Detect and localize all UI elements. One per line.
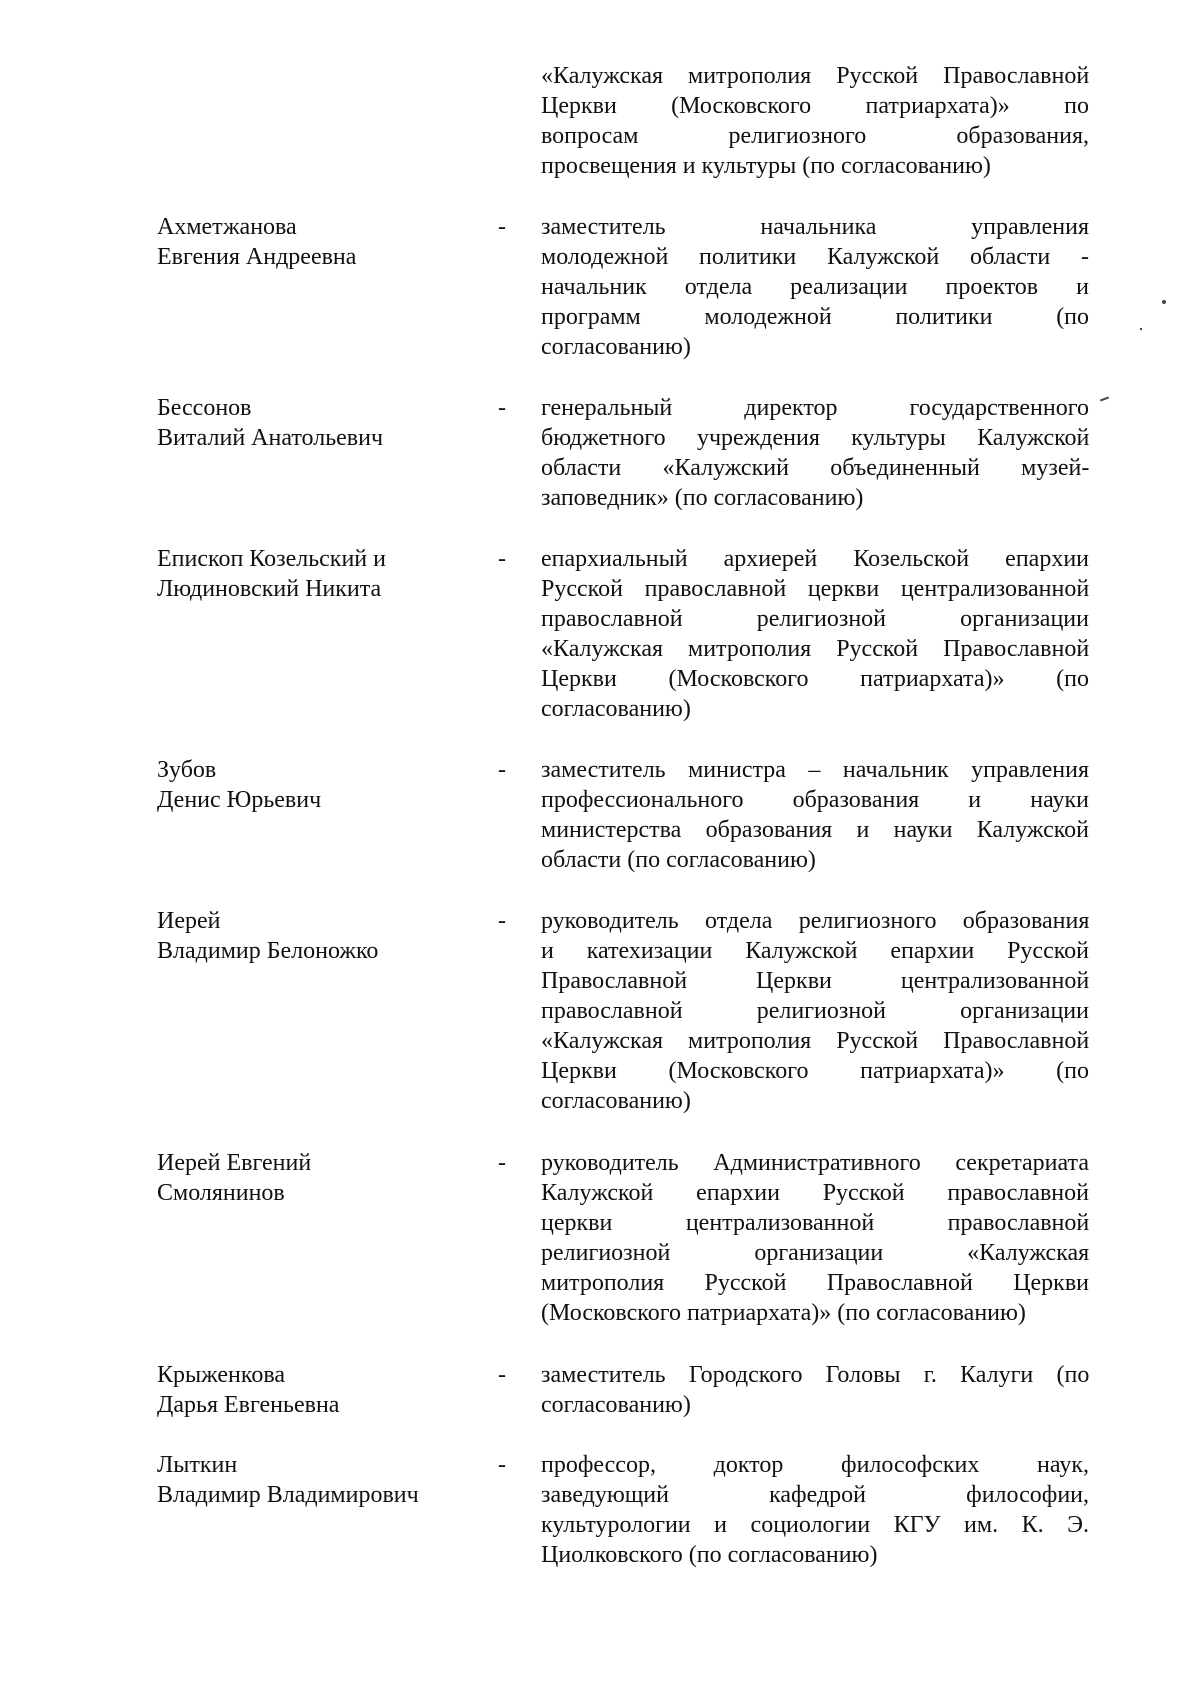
desc-line: руководитель Административного секретариата [541,1150,1089,1176]
desc-line: заповедник» (по согласованию) [541,485,864,511]
member-description [541,544,1089,724]
separator-dash: - [498,1452,506,1478]
separator-dash: - [498,546,506,572]
desc-line: Православной Церкви централизованной [541,968,1090,994]
desc-line: митрополия Русской Православной Церкви [541,1270,1090,1296]
member-name [157,755,487,815]
member-name-line: Денис Юрьевич [157,787,322,813]
member-name-line: Епископ Козельский и [157,546,386,572]
intro-continuation [541,61,1089,181]
member-name-line: Дарья Евгеньевна [157,1392,340,1418]
member-name-line: Евгения Андреевна [157,244,357,270]
desc-line: согласованию) [541,696,691,722]
member-name-line: Зубов [157,757,217,783]
desc-line: согласованию) [541,1088,691,1114]
member-description [541,1148,1089,1328]
member-name [157,906,487,966]
desc-line: «Калужская митрополия Русской Православной [541,636,1090,662]
member-name-line: Людиновский Никита [157,576,382,602]
desc-line: профессор, доктор философских наук, [541,1452,1089,1478]
member-name [157,1148,487,1208]
desc-line: начальник отдела реализации проектов и [541,274,1089,300]
desc-line: и катехизации Калужской епархии Русской [541,938,1089,964]
desc-line: церкви централизованной православной [541,1210,1090,1236]
member-name-line: Ахметжанова [157,214,297,240]
intro-line: «Калужская митрополия Русской Православной [541,63,1090,89]
member-description [541,755,1089,875]
desc-line: заместитель министра – начальник управления [541,757,1090,783]
member-name [157,212,487,272]
member-name-line: Смолянинов [157,1180,285,1206]
desc-line: заведующий кафедрой философии, [541,1482,1089,1508]
separator-dash: - [498,1150,506,1176]
desc-line: профессионального образования и науки [541,787,1089,813]
member-name [157,393,487,453]
member-name-line: Виталий Анатольевич [157,425,384,451]
separator-dash: - [498,757,506,783]
desc-line: бюджетного учреждения культуры Калужской [541,425,1090,451]
member-name-line: Бессонов [157,395,252,421]
separator-dash: - [498,908,506,934]
member-description [541,1360,1089,1420]
desc-line: православной религиозной организации [541,606,1089,632]
desc-line: культурологии и социологии КГУ им. К. Э. [541,1512,1089,1538]
desc-line: «Калужская митрополия Русской Православной [541,1028,1090,1054]
desc-line: Церкви (Московского патриархата)» (по [541,1058,1089,1084]
desc-line: согласованию) [541,334,691,360]
member-description [541,906,1089,1116]
desc-line: генеральный директор государственного [541,395,1089,421]
intro-line: просвещения и культуры (по согласованию) [541,153,991,179]
desc-line: руководитель отдела религиозного образования [541,908,1090,934]
member-name-line: Лыткин [157,1452,238,1478]
desc-line: Циолковского (по согласованию) [541,1542,878,1568]
desc-line: Калужской епархии Русской православной [541,1180,1089,1206]
desc-line: Русской православной церкви централизованной [541,576,1090,602]
desc-line: заместитель Городского Головы г. Калуги (по [541,1362,1090,1388]
desc-line: религиозной организации «Калужская [541,1240,1090,1266]
member-name-line: Крыженкова [157,1362,286,1388]
member-description [541,1450,1089,1570]
desc-line: согласованию) [541,1392,691,1418]
desc-line: области «Калужский объединенный музей- [541,455,1090,481]
desc-line: программ молодежной политики (по [541,304,1090,330]
separator-dash: - [498,395,506,421]
member-description [541,212,1089,362]
scan-speck [1162,300,1166,304]
member-description [541,393,1089,513]
separator-dash: - [498,1362,506,1388]
member-name [157,1360,487,1420]
desc-line: (Московского патриархата)» (по согласованию) [541,1300,1026,1326]
intro-line: Церкви (Московского патриархата)» по [541,93,1089,119]
scan-speck [1100,397,1109,402]
desc-line: области (по согласованию) [541,847,816,873]
desc-line: Церкви (Московского патриархата)» (по [541,666,1089,692]
member-name-line: Владимир Белоножко [157,938,379,964]
desc-line: православной религиозной организации [541,998,1089,1024]
desc-line: заместитель начальника управления [541,214,1089,240]
member-name-line: Иерей Евгений [157,1150,312,1176]
scan-speck [1140,328,1142,330]
desc-line: министерства образования и науки Калужской [541,817,1089,843]
desc-line: молодежной политики Калужской области - [541,244,1089,270]
desc-line: епархиальный архиерей Козельской епархии [541,546,1089,572]
member-name [157,1450,487,1510]
member-name [157,544,487,604]
separator-dash: - [498,214,506,240]
member-name-line: Владимир Владимирович [157,1482,419,1508]
member-name-line: Иерей [157,908,221,934]
intro-line: вопросам религиозного образования, [541,123,1089,149]
